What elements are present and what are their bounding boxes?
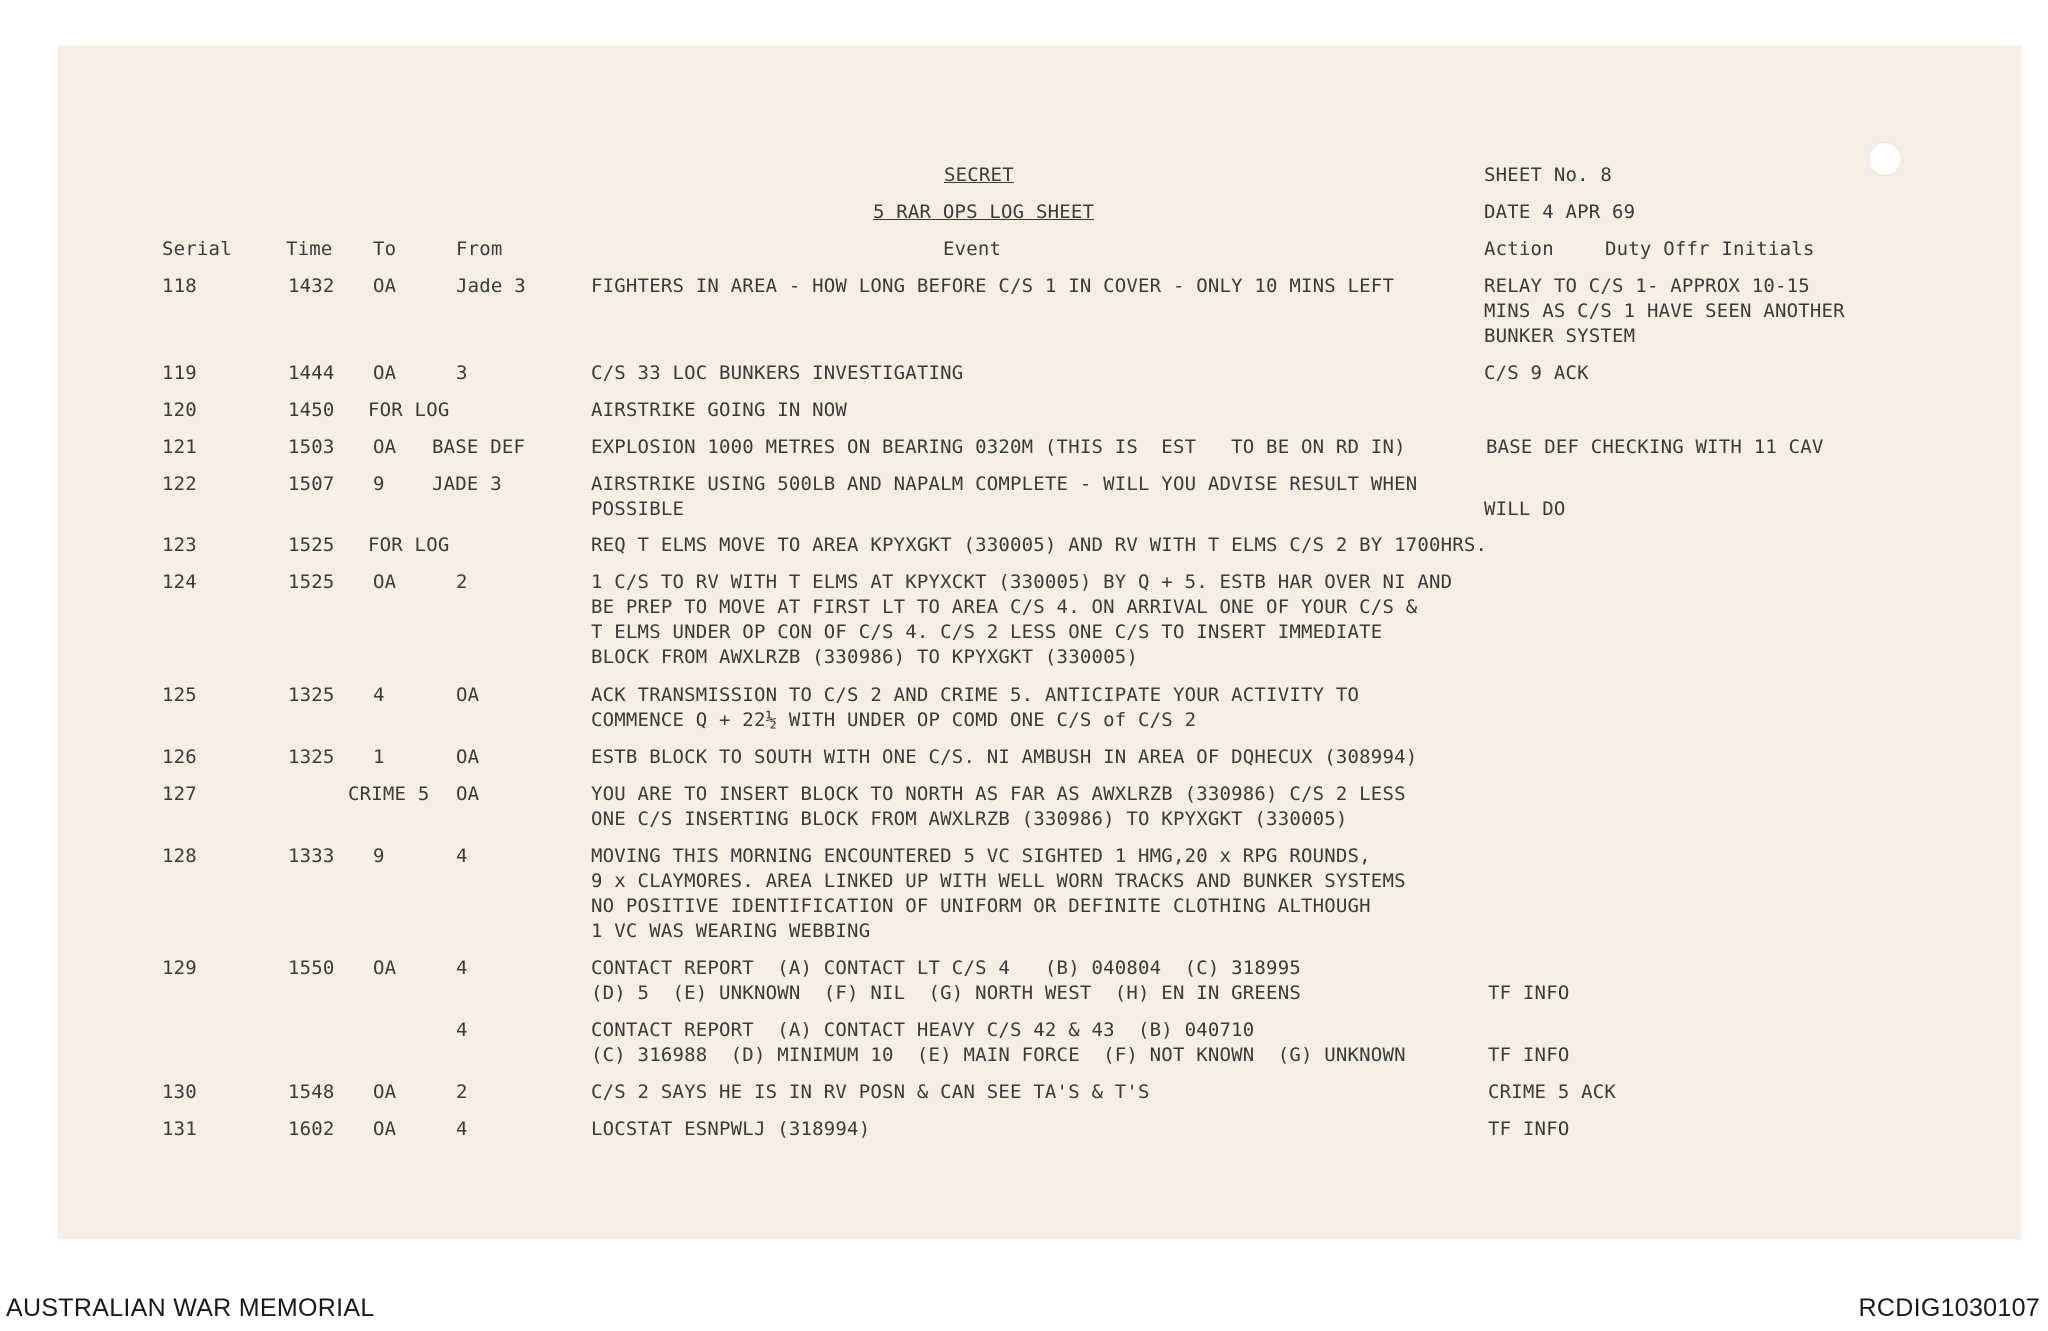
row-to: 4 xyxy=(373,684,385,706)
row-serial: 119 xyxy=(162,362,197,384)
row-time: 1333 xyxy=(288,845,335,867)
row-event-line: T ELMS UNDER OP CON OF C/S 4. C/S 2 LESS ONE C/S TO INSERT IMMEDIATE xyxy=(591,621,1383,643)
row-action-line: WILL DO xyxy=(1484,498,1566,520)
row-event-line: COMMENCE Q + 22½ WITH UNDER OP COMD ONE C/S of C/S 2 xyxy=(591,709,1197,731)
row-serial: 120 xyxy=(162,399,197,421)
row-event-line: BE PREP TO MOVE AT FIRST LT TO AREA C/S 4. ON ARRIVAL ONE OF YOUR C/S & xyxy=(591,596,1418,618)
row-to: 9 xyxy=(373,473,385,495)
row-time: 1548 xyxy=(288,1081,335,1103)
row-to: OA xyxy=(373,957,397,979)
row-from: JADE 3 xyxy=(432,473,502,495)
row-time: 1325 xyxy=(288,684,335,706)
row-action-line: TF INFO xyxy=(1488,1118,1570,1140)
row-action-line: C/S 9 ACK xyxy=(1484,362,1589,384)
row-from: OA xyxy=(456,684,480,706)
row-time: 1503 xyxy=(288,436,335,458)
row-event-line: C/S 33 LOC BUNKERS INVESTIGATING xyxy=(591,362,964,384)
row-from: 4 xyxy=(456,1019,468,1041)
row-to: CRIME 5 xyxy=(348,783,430,805)
row-to: 1 xyxy=(373,746,385,768)
row-serial: 118 xyxy=(162,275,197,297)
row-from: BASE DEF xyxy=(432,436,526,458)
row-event-line: 9 x CLAYMORES. AREA LINKED UP WITH WELL WORN TRACKS AND BUNKER SYSTEMS xyxy=(591,870,1406,892)
col-header-to: To xyxy=(373,238,397,260)
row-to: OA xyxy=(373,436,397,458)
row-event-line: FIGHTERS IN AREA - HOW LONG BEFORE C/S 1 IN COVER - ONLY 10 MINS LEFT xyxy=(591,275,1395,297)
row-event-line: AIRSTRIKE GOING IN NOW xyxy=(591,399,848,421)
row-action-line: RELAY TO C/S 1- APPROX 10-15 xyxy=(1484,275,1810,297)
footer-source: AUSTRALIAN WAR MEMORIAL xyxy=(6,1294,375,1322)
row-event-line: LOCSTAT ESNPWLJ (318994) xyxy=(591,1118,871,1140)
row-event-line: AIRSTRIKE USING 500LB AND NAPALM COMPLETE - WILL YOU ADVISE RESULT WHEN xyxy=(591,473,1418,495)
row-event-line: YOU ARE TO INSERT BLOCK TO NORTH AS FAR AS AWXLRZB (330986) C/S 2 LESS xyxy=(591,783,1406,805)
col-header-duty-officer: Duty Offr Initials xyxy=(1605,238,1815,260)
row-event-line: ESTB BLOCK TO SOUTH WITH ONE C/S. NI AMBUSH IN AREA OF DQHECUX (308994) xyxy=(591,746,1418,768)
classification-heading: SECRET xyxy=(944,164,1014,186)
row-serial: 125 xyxy=(162,684,197,706)
row-from: OA xyxy=(456,746,480,768)
row-action-line: MINS AS C/S 1 HAVE SEEN ANOTHER xyxy=(1484,300,1845,322)
row-to: 9 xyxy=(373,845,385,867)
row-time: 1602 xyxy=(288,1118,335,1140)
sheet-date: DATE 4 APR 69 xyxy=(1484,201,1636,223)
row-event-line: EXPLOSION 1000 METRES ON BEARING 0320M (THIS IS EST TO BE ON RD IN) xyxy=(591,436,1406,458)
row-from: OA xyxy=(456,783,480,805)
col-header-event: Event xyxy=(943,238,1002,260)
row-to: OA xyxy=(373,571,397,593)
footer-record-id: RCDIG1030107 xyxy=(1858,1294,2040,1322)
row-time: 1325 xyxy=(288,746,335,768)
row-from: 2 xyxy=(456,1081,468,1103)
row-event-line: 1 VC WAS WEARING WEBBING xyxy=(591,920,871,942)
row-event-line: MOVING THIS MORNING ENCOUNTERED 5 VC SIGHTED 1 HMG,20 x RPG ROUNDS, xyxy=(591,845,1371,867)
row-event-line: POSSIBLE xyxy=(591,498,685,520)
col-header-time: Time xyxy=(286,238,333,260)
row-to: OA xyxy=(373,1081,397,1103)
row-serial: 129 xyxy=(162,957,197,979)
row-serial: 127 xyxy=(162,783,197,805)
row-serial: 128 xyxy=(162,845,197,867)
col-header-from: From xyxy=(456,238,503,260)
row-serial: 121 xyxy=(162,436,197,458)
row-from: Jade 3 xyxy=(456,275,526,297)
row-to: OA xyxy=(373,275,397,297)
row-time: 1444 xyxy=(288,362,335,384)
row-event-line: ONE C/S INSERTING BLOCK FROM AWXLRZB (330986) TO KPYXGKT (330005) xyxy=(591,808,1348,830)
row-action-line: TF INFO xyxy=(1488,1044,1570,1066)
row-time: 1450 xyxy=(288,399,335,421)
row-from: 4 xyxy=(456,1118,468,1140)
row-action-line: BUNKER SYSTEM xyxy=(1484,325,1636,347)
row-action-line: TF INFO xyxy=(1488,982,1570,1004)
sheet-number: SHEET No. 8 xyxy=(1484,164,1613,186)
row-from: 4 xyxy=(456,957,468,979)
row-time: 1525 xyxy=(288,571,335,593)
row-to: FOR LOG xyxy=(368,534,450,556)
row-event-line: ACK TRANSMISSION TO C/S 2 AND CRIME 5. ANTICIPATE YOUR ACTIVITY TO xyxy=(591,684,1360,706)
row-event-line: (D) 5 (E) UNKNOWN (F) NIL (G) NORTH WEST (H) EN IN GREENS xyxy=(591,982,1301,1004)
row-serial: 123 xyxy=(162,534,197,556)
row-to: OA xyxy=(373,1118,397,1140)
row-event-line: CONTACT REPORT (A) CONTACT HEAVY C/S 42 & 43 (B) 040710 xyxy=(591,1019,1255,1041)
row-to: OA xyxy=(373,362,397,384)
row-to: FOR LOG xyxy=(368,399,450,421)
row-event-line: CONTACT REPORT (A) CONTACT LT C/S 4 (B) 040804 (C) 318995 xyxy=(591,957,1301,979)
row-time: 1525 xyxy=(288,534,335,556)
row-event-line: 1 C/S TO RV WITH T ELMS AT KPYXCKT (330005) BY Q + 5. ESTB HAR OVER NI AND xyxy=(591,571,1453,593)
sheet-title: 5 RAR OPS LOG SHEET xyxy=(873,201,1095,223)
row-from: 2 xyxy=(456,571,468,593)
row-event-line: (C) 316988 (D) MINIMUM 10 (E) MAIN FORCE (F) NOT KNOWN (G) UNKNOWN xyxy=(591,1044,1406,1066)
row-time: 1550 xyxy=(288,957,335,979)
row-event-line: NO POSITIVE IDENTIFICATION OF UNIFORM OR DEFINITE CLOTHING ALTHOUGH xyxy=(591,895,1371,917)
row-serial: 124 xyxy=(162,571,197,593)
row-from: 4 xyxy=(456,845,468,867)
row-time: 1507 xyxy=(288,473,335,495)
col-header-action: Action xyxy=(1484,238,1554,260)
row-serial: 130 xyxy=(162,1081,197,1103)
col-header-serial: Serial xyxy=(162,238,232,260)
row-action-line: CRIME 5 ACK xyxy=(1488,1081,1617,1103)
row-serial: 126 xyxy=(162,746,197,768)
row-action-line: BASE DEF CHECKING WITH 11 CAV xyxy=(1486,436,1824,458)
row-serial: 131 xyxy=(162,1118,197,1140)
log-sheet-paper xyxy=(58,46,2021,1239)
row-serial: 122 xyxy=(162,473,197,495)
row-from: 3 xyxy=(456,362,468,384)
row-event-line: C/S 2 SAYS HE IS IN RV POSN & CAN SEE TA'S & T'S xyxy=(591,1081,1150,1103)
row-event-line: REQ T ELMS MOVE TO AREA KPYXGKT (330005) AND RV WITH T ELMS C/S 2 BY 1700HRS. xyxy=(591,534,1488,556)
punch-hole xyxy=(1868,142,1902,176)
row-time: 1432 xyxy=(288,275,335,297)
row-event-line: BLOCK FROM AWXLRZB (330986) TO KPYXGKT (330005) xyxy=(591,646,1139,668)
